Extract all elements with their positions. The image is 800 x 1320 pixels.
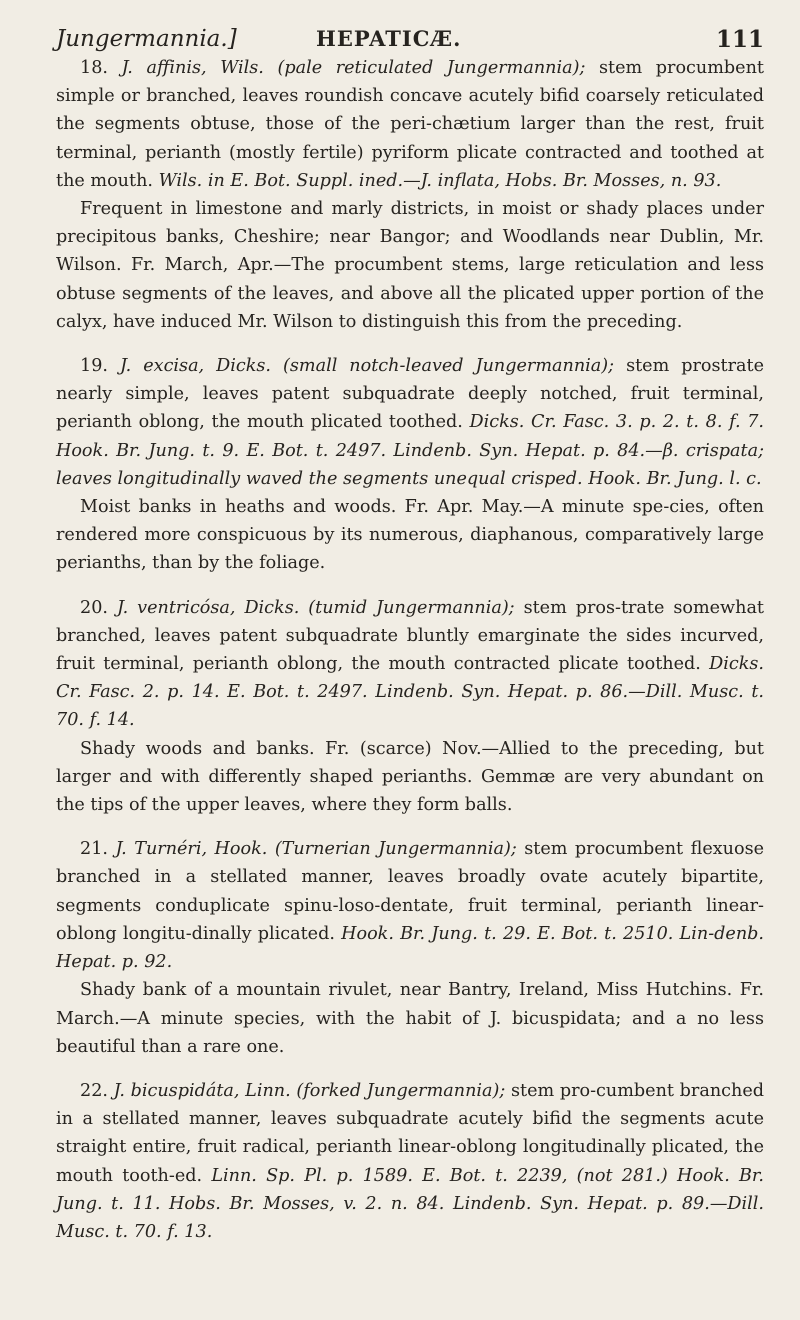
species-description: 21. J. Turnéri, Hook. (Turnerian Jungermannia); stem procumbent flexuose branched in a stellated manner, leaves broadly ovate acutely bipartite, segments conduplicate spinu-loso-dentate, fruit terminal, perianth linear-oblong longitu-dinally plicated. Hook. Br. Jung. t. 29. E. Bot. t. 2510. Lin-denb. Hepat. p. 92.: [56, 839, 765, 973]
species-habitat: Shady woods and banks. Fr. (scarce) Nov.—Allied to the preceding, but larger and with differently shaped perianths. Gemmæ are very abundant on the tips of the upper leaves, where they form balls.: [56, 738, 764, 816]
species-description: 22. J. bicuspidáta, Linn. (forked Jungermannia); stem pro-cumbent branched in a stellated manner, leaves subquadrate acutely bifid the segments acute straight entire, fruit radical, perianth linear-oblong longitudinally plicated, the mouth tooth-ed. Linn. Sp. Pl. p. 1589. E. Bot. t. 2239, (not 281.) Hook. Br. Jung. t. 11. Hobs. Br. Mosses, v. 2. n. 84. Lindenb. Syn. Hepat. p. 89.—Dill. Musc. t. 70. f. 13.: [56, 1080, 765, 1242]
species-entry-20: [56, 594, 764, 820]
species-entry-21: [56, 835, 764, 1061]
page-number: 111: [715, 26, 764, 53]
species-entry-22: [56, 1077, 764, 1246]
running-header: [56, 14, 764, 54]
species-habitat: Frequent in limestone and marly districts, in moist or shady places under precipitous banks, Cheshire; near Bangor; and Woodlands near Dublin, Mr. Wilson. Fr. March, Apr.—The procumbent stems, large reticulation and less obtuse segments of the leaves, and above all the plicated upper portion of the calyx, have induced Mr. Wilson to distinguish this from the preceding.: [56, 199, 764, 332]
species-description: 20. J. ventricósa, Dicks. (tumid Jungermannia); stem pros-trate somewhat branched, leaves patent subquadrate bluntly emarginate the sides incurved, fruit terminal, perianth oblong, the mouth contracted plicate toothed. Dicks. Cr. Fasc. 2. p. 14. E. Bot. t. 2497. Lindenb. Syn. Hepat. p. 86.—Dill. Musc. t. 70. f. 14.: [56, 597, 765, 731]
species-description: 19. J. excisa, Dicks. (small notch-leaved Jungermannia); stem prostrate nearly simple, leaves patent subquadrate deeply notched, fruit terminal, perianth oblong, the mouth plicated toothed. Dicks. Cr. Fasc. 3. p. 2. t. 8. f. 7. Hook. Br. Jung. t. 9. E. Bot. t. 2497. Lindenb. Syn. Hepat. p. 84.—β. crispata; leaves longitudinally waved the segments unequal crisped. Hook. Br. Jung. l. c.: [56, 356, 764, 489]
species-habitat: Shady bank of a mountain rivulet, near Bantry, Ireland, Miss Hutchins. Fr. March.—A minute species, with the habit of J. bicuspidata; and a no less beautiful than a rare one.: [56, 980, 764, 1057]
species-habitat: Moist banks in heaths and woods. Fr. Apr. May.—A minute spe-cies, often rendered more conspicuous by its numerous, diaphanous, comparatively large perianths, than by the foliage.: [56, 497, 764, 574]
species-description: 18. J. affinis, Wils. (pale reticulated Jungermannia); stem procumbent simple or branched, leaves roundish concave acutely bifid coarsely reticulated the segments obtuse, those of the peri-chætium larger than the rest, fruit terminal, perianth (mostly fertile) pyriform plicate contracted and toothed at the mouth. Wils. in E. Bot. Suppl. ined.—J. inflata, Hobs. Br. Mosses, n. 93.: [56, 58, 764, 191]
header-family: HEPATICÆ.: [316, 26, 462, 51]
species-entry-19: [56, 352, 764, 578]
header-genus: Jungermannia.]: [56, 26, 237, 52]
species-entry-18: [56, 54, 764, 336]
